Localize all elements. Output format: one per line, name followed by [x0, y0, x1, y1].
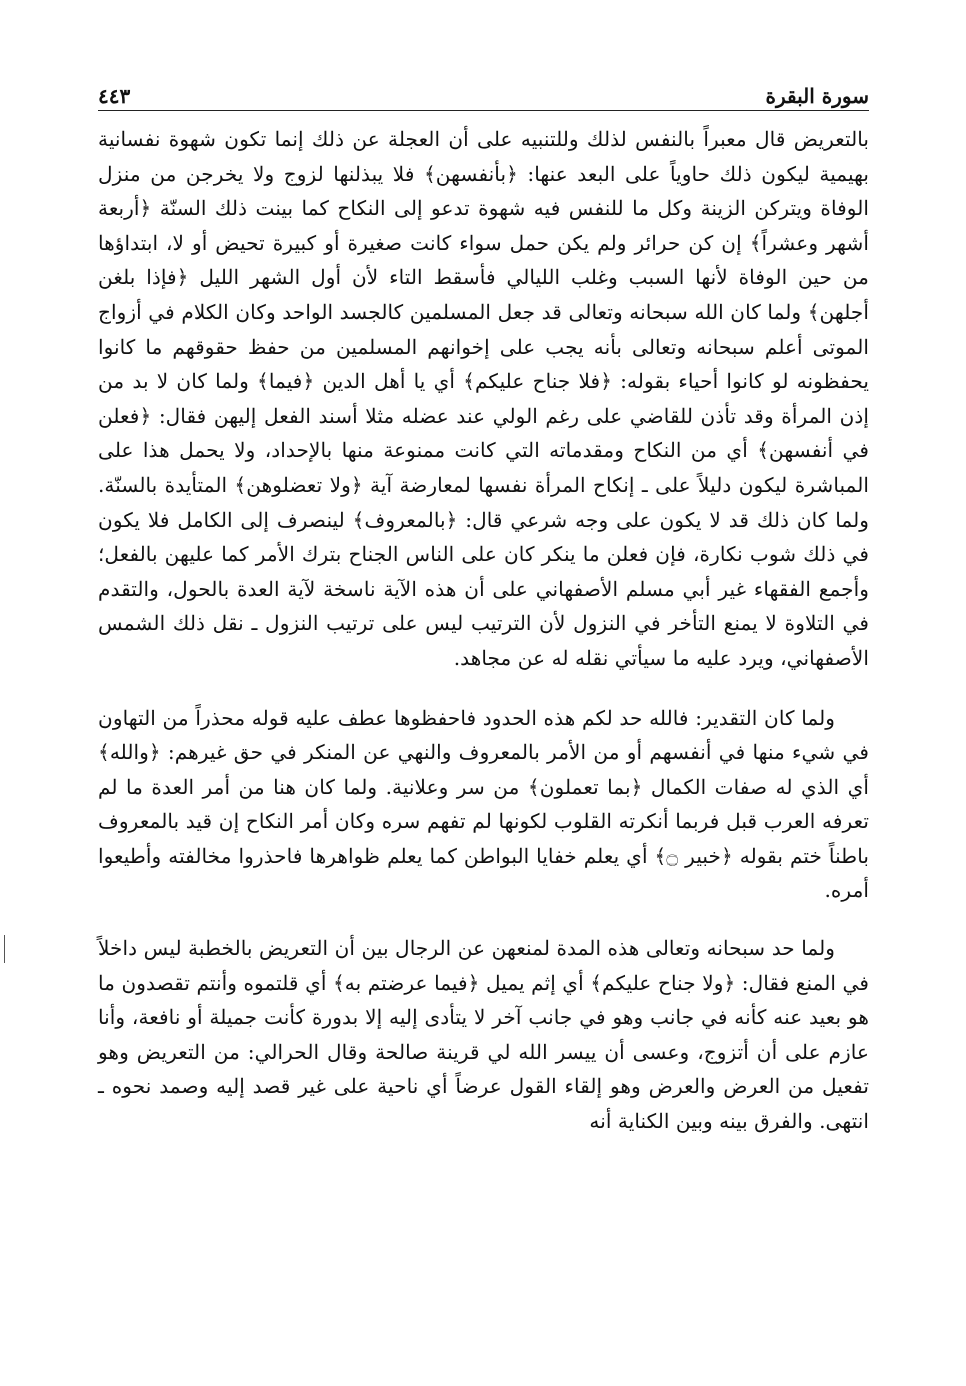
- paragraph-1: بالتعريض قال معبراً بالنفس لذلك وللتنبيه على أن العجلة عن ذلك إنما تكون شهوة نفسانية بهيمية ليكون ذلك حاوياً على البعد عنها: ﴿بأنفسهن﴾ فلا يبذلنها لزوج ولا يخرجن من منزل الوفاة ويتركن الزينة وكل ما للنفس فيه شهوة تدعو إلى النكاح كما بينت ذلك السنّة ﴿أربعة أشهر وعشراً﴾ إن كن حرائر ولم يكن حمل سواء كانت صغيرة أو كبيرة تحيض أو لا، ابتداؤها من حين الوفاة لأنها السبب وغلب الليالي فأسقط التاء لأن أول الشهر الليل ﴿فإذا بلغن أجلهن﴾ ولما كان الله سبحانه وتعالى قد جعل المسلمين كالجسد الواحد وكان الكلام في أزواج الموتى أعلم سبحانه وتعالى بأنه يجب على إخوانهم المسلمين من حفظ حقوقهم ما كانوا يحفظونه لو كانوا أحياء بقوله: ﴿فلا جناح عليكم﴾ أي يا أهل الدين ﴿فيما﴾ ولما كان لا بد من إذن المرأة وقد تأذن للقاضي على رغم الولي عند عضله مثلا أسند الفعل إليهن فقال: ﴿فعلن في أنفسهن﴾ أي من النكاح ومقدماته التي كانت ممنوعة منها بالإحداد، ولا يحمل هذا على المباشرة ليكون دليلاً على ـ إنكاح المرأة نفسها لمعارضة آية ﴿ولا تعضلوهن﴾ المتأيدة بالسنّة. ولما كان ذلك قد لا يكون على وجه شرعي قال: ﴿بالمعروف﴾ لينصرف إلى الكامل فلا يكون في ذلك شوب نكارة، فإن فعلن ما ينكر كان على الناس الجناح بترك الأمر كما عليهن بالفعل؛ وأجمع الفقهاء غير أبي مسلم الأصفهاني على أن هذه الآية ناسخة لآية العدة بالحول، والتقدم في التلاوة لا يمنع التأخر في النزول لأن الترتيب ليس على ترتيب النزول ـ نقل ذلك الشمس الأصفهاني، ويرد عليه ما سيأتي نقله له عن مجاهد.: [98, 127, 869, 670]
- page-number: ٤٤٣: [98, 84, 131, 108]
- scan-edge-mark: [4, 935, 5, 963]
- running-header: [98, 78, 869, 108]
- paragraph-spacer: [98, 676, 869, 701]
- paragraph-3: ولما حد سبحانه وتعالى هذه المدة لمنعهن عن الرجال بين أن التعريض بالخطبة ليس داخلاً في المنع فقال: ﴿ولا جناح عليكم﴾ أي إثم يميل ﴿فيما عرضتم به﴾ أي قلتموه وأنتم تقصدون ما هو بعيد عنه كأنه في جانب وهو في جانب آخر لا يتأدى إليه إلا بدورة كأنت جميلة أو نافعة، وأنا عازم على أن أتزوج، وعسى أن ييسر الله لي قرينة صالحة وقال الحرالي: من التعريض وهو تفعيل من العرض والعرض وهو إلقاء القول عرضاً أي ناحية على غير قصد إليه وصمد نحوه ـ انتهى. والفرق بينه وبين الكناية أنه: [98, 936, 869, 1134]
- paragraph-2: ولما كان التقدير: فالله حد لكم هذه الحدود فاحفظوها عطف عليه قوله محذراً من التهاون في شيء منها في أنفسهم أو من الأمر بالمعروف والنهي عن المنكر في حق غيرهم: ﴿والله﴾ أي الذي له صفات الكمال ﴿بما تعملون﴾ من سر وعلانية. ولما كان هنا من أمر العدة ما لم تعرفه العرب قبل فربما أنكرته القلوب لكونها لم تفهم سره وكان أمر النكاح إن قيد بالمعروف باطناً ختم بقوله ﴿خبير ۝﴾ أي يعلم خفايا البواطن كما يعلم ظواهرها فاحذروا مخالفته وأطيعوا أمره.: [98, 705, 869, 903]
- page-body: [98, 122, 869, 1139]
- surah-title: سورة البقرة: [765, 84, 869, 108]
- header-divider: [98, 110, 869, 111]
- paragraph-spacer: [98, 908, 869, 931]
